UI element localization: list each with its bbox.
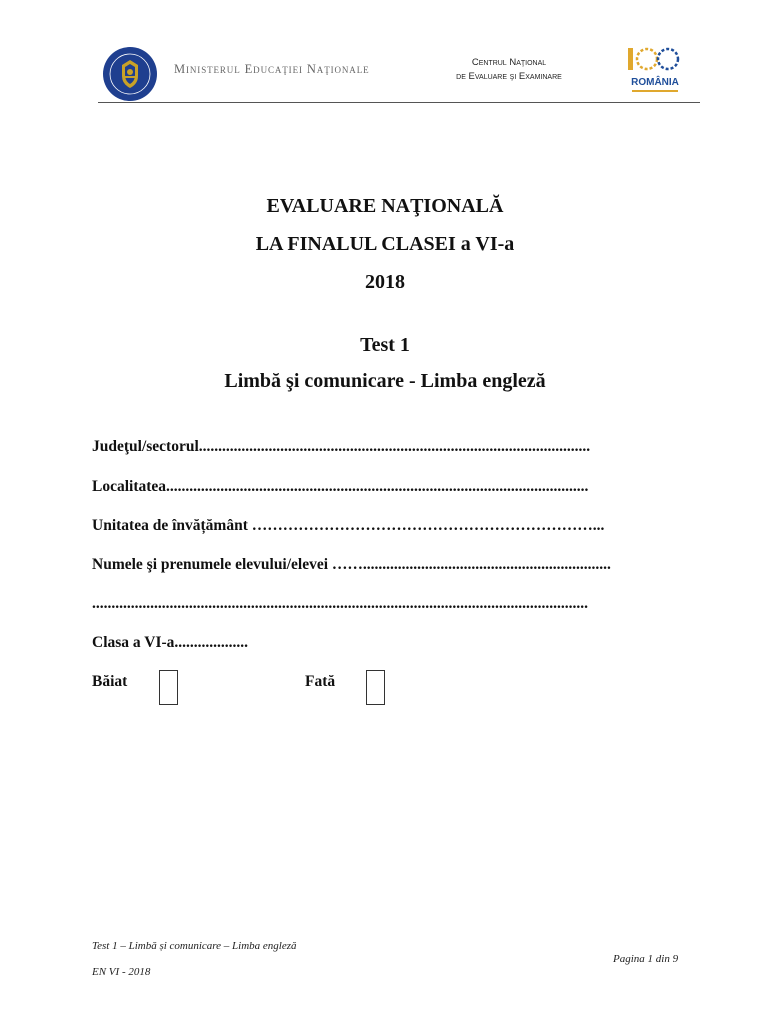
class-field: Clasa a VI-a...................: [92, 634, 249, 651]
boy-label: Băiat: [92, 673, 128, 690]
document-header: [98, 40, 700, 104]
test-number: Test 1: [360, 334, 410, 356]
ministry-name: Ministerul Educaţiei Naţionale: [174, 62, 370, 76]
student-name-field: Numele şi prenumele elevului/elevei ……................................................................: [92, 556, 611, 573]
footer-exam-code: EN VI - 2018: [92, 966, 151, 978]
school-field: Unitatea de învățământ …………………………………………………………...: [92, 517, 605, 534]
county-field: Judeţul/sectorul.....................................................................................................: [92, 438, 591, 455]
exam-year: 2018: [365, 271, 405, 293]
footer-test-label: Test 1 – Limbă și comunicare – Limba engleză: [92, 940, 297, 952]
test-subject: Limbă şi comunicare - Limba engleză: [224, 370, 546, 392]
girl-label: Fată: [305, 673, 336, 690]
boy-checkbox[interactable]: [159, 670, 178, 705]
svg-text:ROMÂNIA: ROMÂNIA: [631, 77, 679, 88]
romania-100-logo-icon: [624, 44, 686, 100]
exam-grade: LA FINALUL CLASEI a VI-a: [255, 233, 515, 255]
exam-title: EVALUARE NAŢIONALĂ: [266, 195, 504, 217]
locality-field: Localitatea.............................................................................................................: [92, 478, 589, 495]
header-divider: [98, 102, 700, 103]
government-seal-icon: [102, 46, 158, 102]
center-name-line1: Centrul Naţional: [471, 57, 547, 68]
student-name-continuation: ................................................................................................................................: [92, 595, 588, 612]
evaluation-center-name: [434, 56, 584, 84]
page-number: Pagina 1 din 9: [613, 953, 679, 965]
girl-checkbox[interactable]: [366, 670, 385, 705]
center-name-line2: de Evaluare şi Examinare: [456, 71, 562, 82]
